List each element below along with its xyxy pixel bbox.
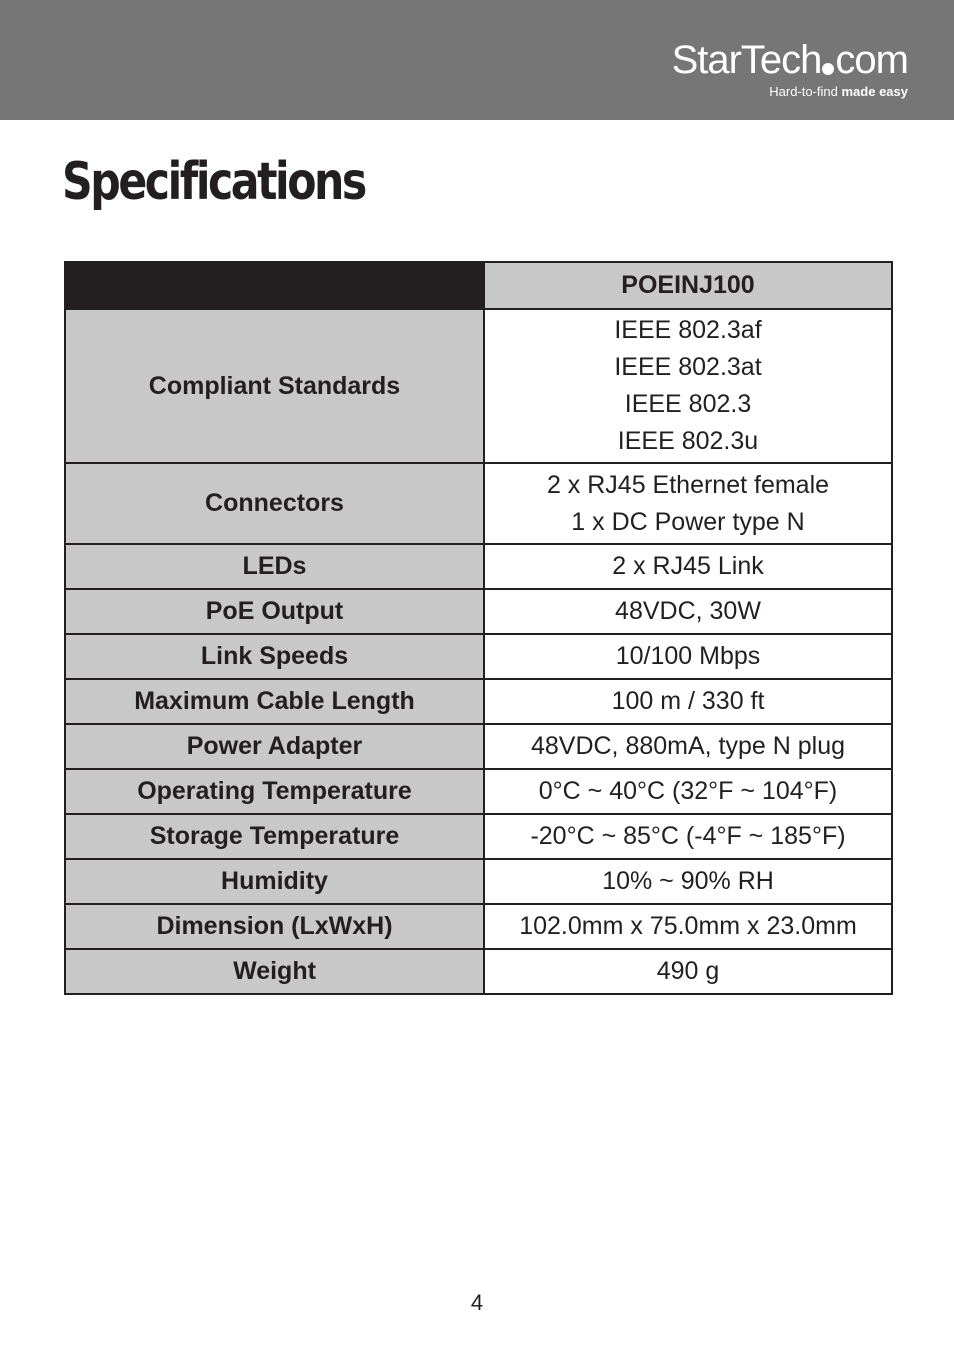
row-value: 10/100 Mbps [484,634,892,679]
startech-logo [672,38,908,100]
row-label: Weight [65,949,484,994]
row-label: Link Speeds [65,634,484,679]
row-value [484,463,892,544]
table-row [65,679,892,724]
row-label: Power Adapter [65,724,484,769]
table-row [65,724,892,769]
row-label: LEDs [65,544,484,589]
row-label: PoE Output [65,589,484,634]
table-row [65,814,892,859]
table-row [65,949,892,994]
row-label: Compliant Standards [65,309,484,463]
tagline-light: Hard-to-find [769,84,842,99]
row-label: Operating Temperature [65,769,484,814]
model-header-cell: POEINJ100 [484,262,892,309]
value-line: IEEE 802.3 [624,390,752,418]
header-band [0,0,954,120]
table-row [65,544,892,589]
logo-tagline [672,84,908,100]
value-line: IEEE 802.3at [614,353,762,381]
page-number: 4 [470,1290,484,1315]
row-value: 10% ~ 90% RH [484,859,892,904]
row-value: 102.0mm x 75.0mm x 23.0mm [484,904,892,949]
row-value: 100 m / 330 ft [484,679,892,724]
row-value: 48VDC, 30W [484,589,892,634]
table-row [65,309,892,463]
table-row [65,859,892,904]
specifications-table [64,261,893,995]
table-row [65,904,892,949]
value-line: IEEE 802.3af [614,316,762,344]
value-line: 1 x DC Power type N [571,507,805,536]
logo-text-startech: StarTech [671,38,822,82]
table-row [65,463,892,544]
value-line: IEEE 802.3u [617,427,759,455]
table-row [65,634,892,679]
logo-wordmark [672,38,908,82]
logo-text-com: com [835,38,908,82]
row-value: 490 g [484,949,892,994]
row-value: 0°C ~ 40°C (32°F ~ 104°F) [484,769,892,814]
row-label: Connectors [65,463,484,544]
table-header-row [65,262,892,309]
table-row [65,589,892,634]
value-line: 2 x RJ45 Ethernet female [546,470,830,499]
row-label: Dimension (LxWxH) [65,904,484,949]
tagline-bold: made easy [841,84,908,99]
row-value: -20°C ~ 85°C (-4°F ~ 185°F) [484,814,892,859]
row-value [484,309,892,463]
row-value: 48VDC, 880mA, type N plug [484,724,892,769]
row-label: Storage Temperature [65,814,484,859]
page-title: Specifications [62,152,365,212]
table-row [65,769,892,814]
header-corner-cell [65,262,484,309]
logo-dot-icon [822,63,834,75]
row-value: 2 x RJ45 Link [484,544,892,589]
row-label: Humidity [65,859,484,904]
row-label: Maximum Cable Length [65,679,484,724]
